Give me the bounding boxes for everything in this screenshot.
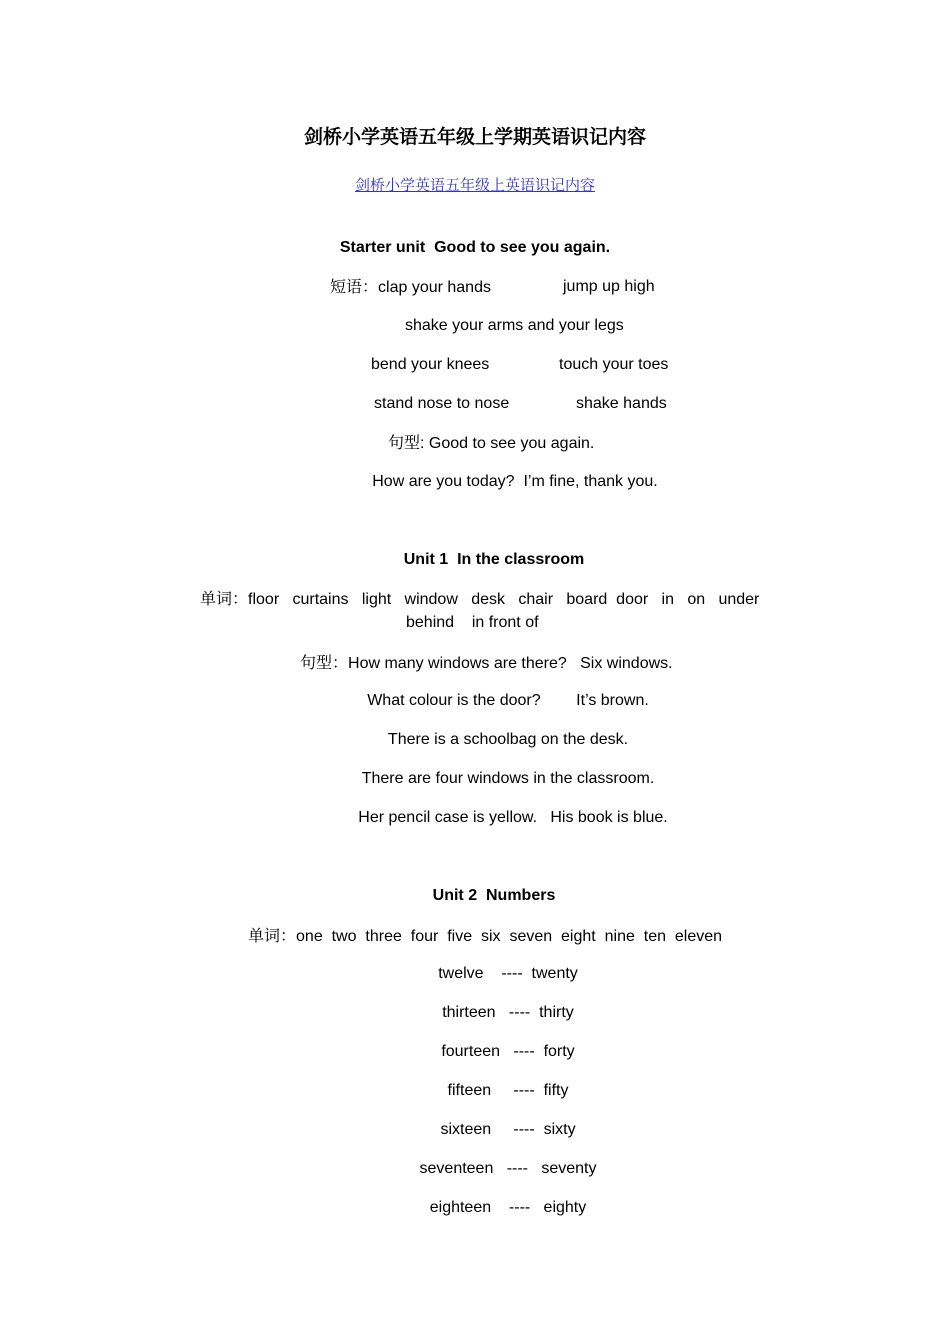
phrase: shake hands <box>576 395 667 412</box>
starter-sentence-row-1 <box>388 433 594 454</box>
phrase: clap your hands <box>378 279 491 296</box>
unit1-words-row-1 <box>200 589 759 610</box>
sentence: Her pencil case is yellow. His book is blue. <box>358 809 668 826</box>
phrase: jump up high <box>563 278 655 295</box>
number-pair: fourteen ---- forty <box>441 1043 575 1060</box>
sentence: How are you today? I’m fine, thank you. <box>372 473 658 490</box>
phrase: touch your toes <box>559 356 669 373</box>
word-list: behind in front of <box>406 614 539 631</box>
starter-heading: Starter unit Good to see you again. <box>339 239 611 256</box>
number-pair: sixteen ---- sixty <box>440 1121 576 1138</box>
sentences-label: 句型 <box>388 433 421 452</box>
phrase: bend your knees <box>371 356 490 373</box>
sentence: How many windows are there? Six windows. <box>348 655 673 672</box>
number-pair: fifteen ---- fifty <box>447 1082 569 1099</box>
unit2-words-row <box>248 926 722 947</box>
sentence: : Good to see you again. <box>420 435 595 452</box>
sentence: There is a schoolbag on the desk. <box>387 731 629 748</box>
document-link[interactable]: 剑桥小学英语五年级上英语识记内容 <box>354 176 595 194</box>
phrase: stand nose to nose <box>374 395 510 412</box>
unit1-heading: Unit 1 In the classroom <box>403 551 585 568</box>
number-pair: seventeen ---- seventy <box>419 1160 597 1177</box>
number-pair: eighteen ---- eighty <box>429 1199 587 1216</box>
phrases-label: 短语： <box>330 277 379 296</box>
unit1-sentence-row-1 <box>300 653 673 674</box>
document-title: 剑桥小学英语五年级上学期英语识记内容 <box>303 126 646 148</box>
word-list: floor curtains light window desk chair board door in on under <box>248 591 760 608</box>
number-pair: twelve ---- twenty <box>438 965 578 982</box>
words-label: 单词： <box>200 589 249 608</box>
word-list: one two three four five six seven eight nine ten eleven <box>296 928 723 945</box>
phrase: shake your arms and your legs <box>405 317 624 334</box>
sentence: There are four windows in the classroom. <box>361 770 655 787</box>
words-label: 单词： <box>248 926 297 945</box>
number-pair: thirteen ---- thirty <box>442 1004 574 1021</box>
starter-phrases-row-1 <box>330 277 491 298</box>
sentences-label: 句型： <box>300 653 349 672</box>
unit2-heading: Unit 2 Numbers <box>432 887 556 904</box>
sentence: What colour is the door? It’s brown. <box>367 692 649 709</box>
